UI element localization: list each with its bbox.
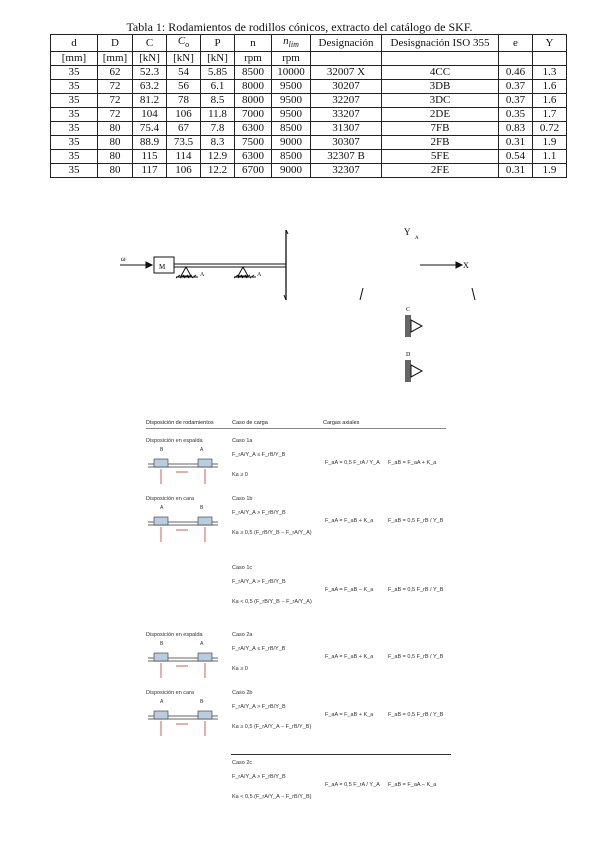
unit-cell: rpm (272, 52, 311, 66)
bearing-label-b: A (200, 447, 204, 453)
table-cell: 9500 (272, 94, 311, 108)
table-cell: 4CC (382, 66, 499, 80)
frame-right-mark (472, 288, 475, 300)
bearing-label-b: B (200, 699, 204, 705)
table-row (51, 164, 567, 178)
bearing-arrangement-sketch (146, 510, 222, 550)
table-cell: 5.85 (201, 66, 235, 80)
axial-formula-b: F_aB = 0,5 F_rB / Y_B (388, 518, 444, 524)
support-label-2: A (257, 272, 262, 278)
case-ratio: F_rA/Y_A ≤ F_rB/Y_B (232, 452, 286, 458)
table-cell: 0.35 (499, 108, 533, 122)
table-cell: 8500 (272, 122, 311, 136)
table-caption: Tabla 1: Rodamientos de rodillos cónicos, extracto del catálogo de SKF. (126, 20, 473, 34)
col-header-Co-main: C (177, 35, 186, 47)
axial-formula-b: F_aB = 0,5 F_rB / Y_B (388, 712, 444, 718)
table-cell: 6700 (235, 164, 272, 178)
col-header-iso: Desisgnación ISO 355 (382, 35, 499, 52)
arrangement-title: Disposición en espalda (146, 438, 203, 444)
axial-formula-a: F_aA = 0,5 F_rA / Y_A (325, 460, 380, 466)
table-cell: 88.9 (133, 136, 167, 150)
table-cell: 32307 B (311, 150, 382, 164)
case-label: Caso 2a (232, 632, 253, 638)
case-condition: Ka ≥ 0,5 (F_rB/Y_B − F_rA/Y_A) (232, 530, 312, 536)
col-header-nlim-sub: lim (288, 40, 299, 50)
col-header-D: D (98, 35, 133, 52)
table-header-row (51, 35, 567, 52)
table-cell: 106 (167, 108, 201, 122)
table-cell: 62 (98, 66, 133, 80)
case-condition: Ka ≥ 0 (232, 472, 248, 478)
table-cell: 1.7 (533, 108, 567, 122)
table-cell: 0.83 (499, 122, 533, 136)
table-cell: 81.2 (133, 94, 167, 108)
table-cell: 104 (133, 108, 167, 122)
table-cell: 7FB (382, 122, 499, 136)
arrangement-title: Disposición en cara (146, 690, 194, 696)
table-cell: 35 (51, 136, 98, 150)
case-label: Caso 2c (232, 760, 253, 766)
case-label: Caso 1c (232, 565, 253, 571)
table-cell: 72 (98, 94, 133, 108)
table-cell: 9000 (272, 164, 311, 178)
input-arrowhead (146, 262, 152, 268)
axial-formula-b: F_aB = 0,5 F_rB / Y_B (388, 587, 444, 593)
table-cell: 30307 (311, 136, 382, 150)
unit-cell (499, 52, 533, 66)
table-cell: 1.3 (533, 66, 567, 80)
support-a2-icon (238, 267, 248, 276)
table-cell: 9500 (272, 80, 311, 94)
table-row (51, 80, 567, 94)
table-cell: 80 (98, 164, 133, 178)
unit-cell: [mm] (51, 52, 98, 66)
bearing-label-a: A (160, 505, 164, 511)
col-header-Y: Y (533, 35, 567, 52)
loads-separator (231, 754, 451, 755)
unit-cell: [kN] (133, 52, 167, 66)
table-cell: 10000 (272, 66, 311, 80)
bearing-a-icon (154, 459, 168, 467)
table-cell: 31307 (311, 122, 382, 136)
table-cell: 35 (51, 80, 98, 94)
table-cell: 35 (51, 108, 98, 122)
table-cell: 11.8 (201, 108, 235, 122)
point-d-label: D (406, 352, 411, 358)
case-label: Caso 1a (232, 438, 253, 444)
col-header-nlim-main: n (283, 35, 289, 47)
table-cell: 63.2 (133, 80, 167, 94)
table-cell: 12.9 (201, 150, 235, 164)
unit-cell: [mm] (98, 52, 133, 66)
frame-left-mark (360, 288, 363, 300)
case-ratio: F_rA/Y_A > F_rB/Y_B (232, 704, 286, 710)
point-c-label: C (406, 307, 411, 313)
table-cell: 67 (167, 122, 201, 136)
loads-header-rule (146, 428, 446, 429)
table-row (51, 122, 567, 136)
col-header-nlim (272, 35, 311, 52)
loads-header-arrangement: Disposición de rodamientos (146, 420, 214, 426)
table-cell: 1.9 (533, 136, 567, 150)
table-cell: 2FE (382, 164, 499, 178)
table-cell: 8500 (235, 66, 272, 80)
table-cell: 35 (51, 94, 98, 108)
bearing-label-a: B (160, 447, 164, 453)
support-d-triangle (411, 365, 422, 377)
support-c-icon (405, 315, 411, 337)
table-cell: 72 (98, 80, 133, 94)
y-axis-mark: A (415, 236, 419, 241)
table-cell: 9500 (272, 108, 311, 122)
col-header-C: C (133, 35, 167, 52)
x-axis-label: X (463, 261, 469, 270)
table-cell: 35 (51, 164, 98, 178)
case-condition: Ka ≥ 0,5 (F_rA/Y_A − F_rB/Y_B) (232, 724, 312, 730)
support-d-icon (405, 360, 411, 382)
table-row (51, 150, 567, 164)
table-cell: 8.3 (201, 136, 235, 150)
table-cell: 1.6 (533, 80, 567, 94)
table-cell: 117 (133, 164, 167, 178)
table-cell: 56 (167, 80, 201, 94)
bearing-a-icon (154, 517, 168, 525)
table-cell: 2DE (382, 108, 499, 122)
bearing-catalog-table (50, 34, 567, 178)
axial-formula-b: F_aB = F_aA − K_a (388, 782, 437, 788)
col-header-d: d (51, 35, 98, 52)
table-cell: 54 (167, 66, 201, 80)
bearing-b-icon (198, 711, 212, 719)
table-cell: 1.1 (533, 150, 567, 164)
case-label: Caso 1b (232, 496, 253, 502)
table-cell: 3DC (382, 94, 499, 108)
axial-formula-a: F_aA = F_aB + K_a (325, 654, 374, 660)
case-condition: Ka < 0,5 (F_rA/Y_A − F_rB/Y_B) (232, 794, 312, 800)
table-cell: 0.46 (499, 66, 533, 80)
case-ratio: F_rA/Y_A > F_rB/Y_B (232, 579, 286, 585)
table-cell: 72 (98, 108, 133, 122)
table-cell: 6300 (235, 122, 272, 136)
table-cell: 2FB (382, 136, 499, 150)
bearing-b-icon (198, 517, 212, 525)
unit-cell: [kN] (201, 52, 235, 66)
table-cell: 30207 (311, 80, 382, 94)
unit-cell (311, 52, 382, 66)
table-cell: 12.2 (201, 164, 235, 178)
table-cell: 0.31 (499, 136, 533, 150)
axial-formula-b: F_aB = 0,5 F_rB / Y_B (388, 654, 444, 660)
unit-cell (533, 52, 567, 66)
table-cell: 32007 X (311, 66, 382, 80)
table-cell: 35 (51, 150, 98, 164)
axial-formula-a: F_aA = 0,5 F_rA / Y_A (325, 782, 380, 788)
input-label: ω (121, 255, 126, 263)
col-header-e: e (499, 35, 533, 52)
table-cell: 5FE (382, 150, 499, 164)
table-cell: 80 (98, 136, 133, 150)
table-cell: 80 (98, 150, 133, 164)
loads-header-axial: Cargas axiales (323, 420, 360, 426)
table-body (51, 66, 567, 178)
table-cell: 106 (167, 164, 201, 178)
col-header-n: n (235, 35, 272, 52)
table-cell: 115 (133, 150, 167, 164)
col-header-P: P (201, 35, 235, 52)
table-cell: 3DB (382, 80, 499, 94)
table-cell: 0.54 (499, 150, 533, 164)
table-cell: 33207 (311, 108, 382, 122)
bearing-a-icon (154, 711, 168, 719)
table-cell: 35 (51, 66, 98, 80)
table-cell: 8500 (272, 150, 311, 164)
table-cell: 0.37 (499, 80, 533, 94)
support-a1-icon (181, 267, 191, 276)
col-header-Co-sub: o (185, 40, 190, 50)
table-cell: 7.8 (201, 122, 235, 136)
unit-cell: [kN] (167, 52, 201, 66)
bearing-arrangement-sketch (146, 452, 222, 492)
table-cell: 7000 (235, 108, 272, 122)
table-units-row (51, 52, 567, 66)
table-cell: 80 (98, 122, 133, 136)
bearing-b-icon (198, 653, 212, 661)
table-cell: 6.1 (201, 80, 235, 94)
table-row (51, 136, 567, 150)
table-cell: 9000 (272, 136, 311, 150)
table-cell: 32207 (311, 94, 382, 108)
bearing-arrangement-sketch (146, 646, 222, 686)
case-label: Caso 2b (232, 690, 253, 696)
table-cell: 35 (51, 122, 98, 136)
table-cell: 0.37 (499, 94, 533, 108)
bearing-b-icon (198, 459, 212, 467)
table-cell: 8000 (235, 80, 272, 94)
unit-cell (382, 52, 499, 66)
axial-formula-a: F_aA = F_aB + K_a (325, 518, 374, 524)
case-ratio: F_rA/Y_A > F_rB/Y_B (232, 510, 286, 516)
bearing-label-b: A (200, 641, 204, 647)
table-cell: 52.3 (133, 66, 167, 80)
table-cell: 0.72 (533, 122, 567, 136)
unit-cell: rpm (235, 52, 272, 66)
table-cell: 73.5 (167, 136, 201, 150)
support-label-1: A (200, 272, 205, 278)
case-condition: Ka ≥ 0 (232, 666, 248, 672)
table-cell: 0.31 (499, 164, 533, 178)
axial-formula-b: F_aB = F_aA + K_a (388, 460, 437, 466)
bearing-a-icon (154, 653, 168, 661)
bearing-arrangement-sketch (146, 704, 222, 744)
table-cell: 8000 (235, 94, 272, 108)
col-header-Co (167, 35, 201, 52)
table-cell: 1.9 (533, 164, 567, 178)
table-cell: 6300 (235, 150, 272, 164)
case-condition: Ka < 0,5 (F_rB/Y_B − F_rA/Y_A) (232, 599, 312, 605)
table-cell: 8.5 (201, 94, 235, 108)
table-cell: 114 (167, 150, 201, 164)
x-axis-arrowhead (456, 262, 462, 268)
case-ratio: F_rA/Y_A ≤ F_rB/Y_B (232, 646, 286, 652)
bearing-label-b: B (200, 505, 204, 511)
case-ratio: F_rA/Y_A > F_rB/Y_B (232, 774, 286, 780)
arrangement-title: Disposición en espalda (146, 632, 203, 638)
block-label: M (159, 263, 166, 271)
table-cell: 7500 (235, 136, 272, 150)
arrangement-title: Disposición en cara (146, 496, 194, 502)
table-cell: 32307 (311, 164, 382, 178)
table-cell: 1.6 (533, 94, 567, 108)
table-cell: 75.4 (133, 122, 167, 136)
col-header-designacion: Designación (311, 35, 382, 52)
table-cell: 78 (167, 94, 201, 108)
bearing-label-a: A (160, 699, 164, 705)
support-c-triangle (411, 320, 422, 332)
axial-formula-a: F_aA = F_aB + K_a (325, 712, 374, 718)
table-row (51, 94, 567, 108)
bearing-label-a: B (160, 641, 164, 647)
table-row (51, 108, 567, 122)
axial-formula-a: F_aA = F_aB − K_a (325, 587, 374, 593)
shaft-diagram (110, 220, 510, 390)
table-row (51, 66, 567, 80)
loads-header-case: Caso de carga (232, 420, 268, 426)
y-axis-label: Y (404, 227, 411, 237)
